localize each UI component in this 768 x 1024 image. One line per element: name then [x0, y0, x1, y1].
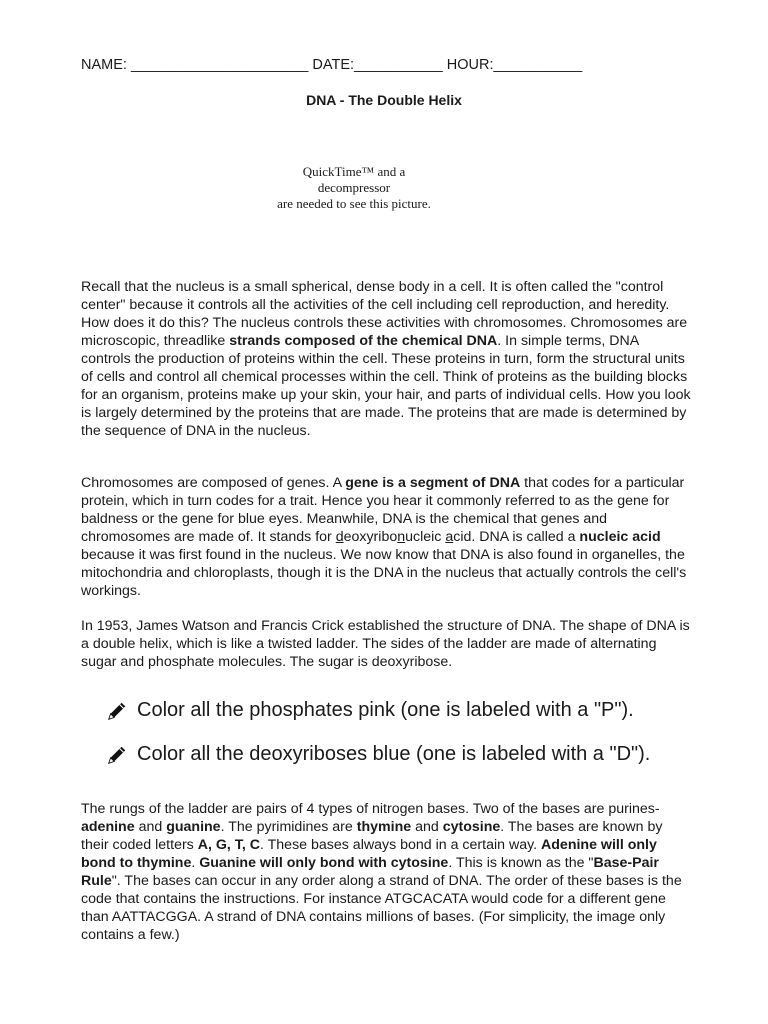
text-span: Chromosomes are composed of genes. A: [81, 475, 346, 491]
bold-term: Guanine will only bond with cytosine: [199, 855, 449, 871]
text-span: .: [191, 855, 200, 871]
paragraph-watson-crick: In 1953, James Watson and Francis Crick established the structure of DNA. The shape of DNA is a double helix, which is like a twisted ladder. The sides of the ladder are made of alternating sugar and phosphate molecules. The sugar is deoxyribose.: [81, 618, 690, 670]
bold-term: cytosine: [442, 819, 501, 835]
bold-term: Base-Pair Rule: [81, 855, 659, 889]
text-span: ". The bases can occur in any order along a strand of DNA. The order of these bases is the code that contains the instructions. For instance ATGCACATA would code for a different gene than AATTACGGA. A strand of DNA contains millions of bases. (For simplicity, the image only contains a few.): [81, 873, 682, 943]
underlined-letter: d: [335, 529, 344, 545]
placeholder-line-3: are needed to see this picture.: [277, 196, 431, 211]
bold-term: Adenine will only bond to thymine: [81, 837, 657, 871]
paragraph-nucleus: [81, 278, 691, 440]
bold-term: thymine: [356, 819, 412, 835]
paragraph-bases: [81, 800, 691, 944]
bold-term: A, G, T, C: [197, 837, 260, 853]
pencil-icon: [106, 744, 128, 766]
placeholder-line-1: QuickTime™ and a: [302, 164, 406, 179]
text-span: Recall that the nucleus is a small spherical, dense body in a cell. It is often called the "control center" because it controls all the activities of the cell including cell reproduction, and heredity. How does it do this? The nucleus controls these activities with chromosomes. Chromosomes are microscopic, threadlike: [81, 279, 688, 349]
missing-image-placeholder: [254, 164, 454, 212]
text-span: cid. DNA is called a: [453, 529, 580, 545]
text-span: that codes for a particular protein, which in turn codes for a trait. Hence you hear it commonly referred to as the gene for baldness or the gene for blue eyes. Meanwhile, DNA is the chemical that genes and chromosomes are made of. It stands for: [81, 475, 685, 545]
placeholder-line-2: decompressor: [317, 180, 391, 195]
bold-term: gene is a segment of DNA: [345, 475, 521, 491]
bold-term: adenine: [81, 819, 135, 835]
text-span: . In simple terms, DNA controls the production of proteins within the cell. These proteins in turn, form the structural units of cells and control all chemical processes within the cell. Think of proteins as the building blocks for an organism, proteins make up your skin, your hair, and parts of individual cells. How you look is largely determined by the proteins that are made. The proteins that are made is determined by the sequence of DNA in the nucleus.: [81, 333, 691, 439]
text-span: . The bases are known by their coded letters: [81, 819, 663, 853]
page-title: DNA - The Double Helix: [306, 92, 462, 108]
paragraph-genes: [81, 474, 691, 600]
text-span: and: [134, 819, 167, 835]
text-span: . These bases always bond in a certain way.: [260, 837, 542, 853]
instruction-phosphates: [106, 699, 634, 722]
text-span: ucleic: [405, 529, 446, 545]
underlined-letter: a: [445, 529, 454, 545]
text-span: . The pyrimidines are: [220, 819, 357, 835]
bold-term: nucleic acid: [579, 529, 661, 545]
instruction-deoxyriboses: [106, 743, 650, 766]
instruction-text: Color all the phosphates pink (one is labeled with a "P").: [137, 699, 634, 721]
text-span: The rungs of the ladder are pairs of 4 types of nitrogen bases. Two of the bases are purines-: [81, 801, 660, 817]
bold-term: strands composed of the chemical DNA: [229, 333, 498, 349]
pencil-icon: [106, 700, 128, 722]
text-span: because it was first found in the nucleus. We now know that DNA is also found in organelles, the mitochondria and chloroplasts, though it is the DNA in the nucleus that actually controls the cell's workings.: [81, 547, 687, 599]
text-span: . This is known as the ": [448, 855, 594, 871]
instruction-text: Color all the deoxyriboses blue (one is labeled with a "D").: [137, 743, 651, 765]
bold-term: guanine: [166, 819, 221, 835]
student-info-header: NAME: ______________________ DATE:___________ HOUR:___________: [81, 57, 583, 73]
text-span: eoxyribo: [343, 529, 398, 545]
underlined-letter: n: [397, 529, 406, 545]
text-span: and: [411, 819, 443, 835]
